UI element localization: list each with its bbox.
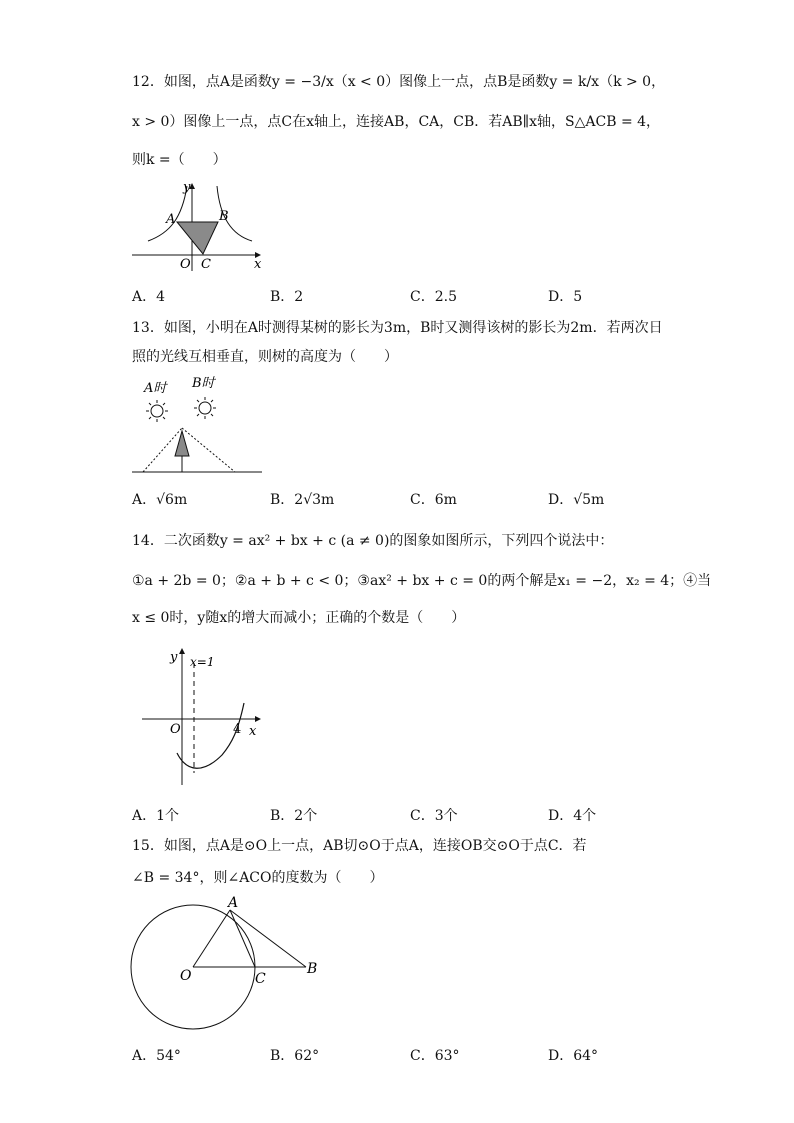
q14-line-2: ①a + 2b = 0；②a + b + c < 0；③ax² + bx + c = 0的两个解是x₁ = −2，x₂ = 4；④当 <box>132 573 712 589</box>
q13-ray-b <box>182 428 235 472</box>
q13-options <box>132 489 732 509</box>
q14-line-3: x ≤ 0时，y随x的增大而减小；正确的个数是（ ） <box>132 610 466 626</box>
q15-segment-ab <box>230 910 306 967</box>
q15-label-c: C <box>255 971 266 987</box>
q12-label-y: y <box>183 180 191 195</box>
q14-line-1: 14．二次函数y = ax² + bx + c (a ≠ 0)的图象如图所示，下列四个说法中： <box>132 533 614 549</box>
q15-figure <box>130 895 325 1030</box>
q13-option-b[interactable]: B．2√3m <box>270 492 335 508</box>
q13-label-a-time: A时 <box>144 381 167 396</box>
q13-option-d[interactable]: D．√5m <box>548 492 605 508</box>
q12-options <box>132 286 732 306</box>
q15-option-c[interactable]: C．63° <box>410 1048 460 1064</box>
q14-label-axis: x=1 <box>190 655 215 669</box>
q13-ray-a <box>143 428 182 472</box>
q12-option-d[interactable]: D．5 <box>548 289 583 305</box>
q13-sun-a-icon <box>146 400 168 422</box>
q15-segment-ac <box>230 910 255 967</box>
q15-line-1: 15．如图，点A是⊙O上一点，AB切⊙O于点A，连接OB交⊙O于点C．若 <box>132 838 587 854</box>
q14-option-c[interactable]: C．3个 <box>410 808 458 824</box>
q14-label-o: O <box>170 722 181 737</box>
q13-tree <box>175 431 189 456</box>
q15-label-o: O <box>180 968 192 984</box>
q12-label-c: C <box>201 257 211 272</box>
q12-option-b[interactable]: B．2 <box>270 289 304 305</box>
q12-line-2: x > 0）图像上一点，点C在x轴上，连接AB，CA，CB．若AB∥x轴，S△ACB = 4， <box>132 114 661 130</box>
q12-figure <box>132 178 272 273</box>
q15-label-a: A <box>228 895 239 911</box>
q12-label-b: B <box>219 209 229 224</box>
q12-label-a: A <box>166 212 176 227</box>
q14-label-y: y <box>170 650 178 665</box>
q14-figure <box>132 645 267 790</box>
q14-option-d[interactable]: D．4个 <box>548 808 597 824</box>
q14-option-b[interactable]: B．2个 <box>270 808 318 824</box>
q13-option-c[interactable]: C．6m <box>410 492 457 508</box>
q14-label-four: 4 <box>233 722 242 737</box>
q12-label-o: O <box>180 257 191 272</box>
q14-options <box>132 805 732 825</box>
q13-line-1: 13．如图，小明在A时测得某树的影长为3m，B时又测得该树的影长为2m．若两次日 <box>132 320 663 336</box>
q14-label-x: x <box>249 724 257 739</box>
q15-option-b[interactable]: B．62° <box>270 1048 320 1064</box>
q12-label-x: x <box>254 257 262 272</box>
q15-segment-oa <box>193 910 230 967</box>
q12-shaded-triangle <box>177 222 218 254</box>
q15-label-b: B <box>307 961 318 977</box>
q12-option-c[interactable]: C．2.5 <box>410 289 457 305</box>
q13-sun-b-icon <box>194 397 216 419</box>
q15-option-a[interactable]: A．54° <box>132 1048 181 1064</box>
q13-option-a[interactable]: A．√6m <box>132 492 188 508</box>
q15-option-d[interactable]: D．64° <box>548 1048 599 1064</box>
q13-line-2: 照的光线互相垂直，则树的高度为（ ） <box>132 349 398 365</box>
q15-options <box>132 1045 732 1065</box>
q13-label-b-time: B时 <box>192 376 215 391</box>
q12-option-a[interactable]: A．4 <box>132 289 166 305</box>
q15-line-2: ∠B = 34°，则∠ACO的度数为（ ） <box>132 870 384 886</box>
q12-line-1: 12．如图，点A是函数y = −3/x（x < 0）图像上一点，点B是函数y = k/x（k > 0， <box>132 74 666 90</box>
q12-line-3: 则k =（ ） <box>132 152 227 168</box>
q14-option-a[interactable]: A．1个 <box>132 808 180 824</box>
q13-figure <box>132 373 267 475</box>
